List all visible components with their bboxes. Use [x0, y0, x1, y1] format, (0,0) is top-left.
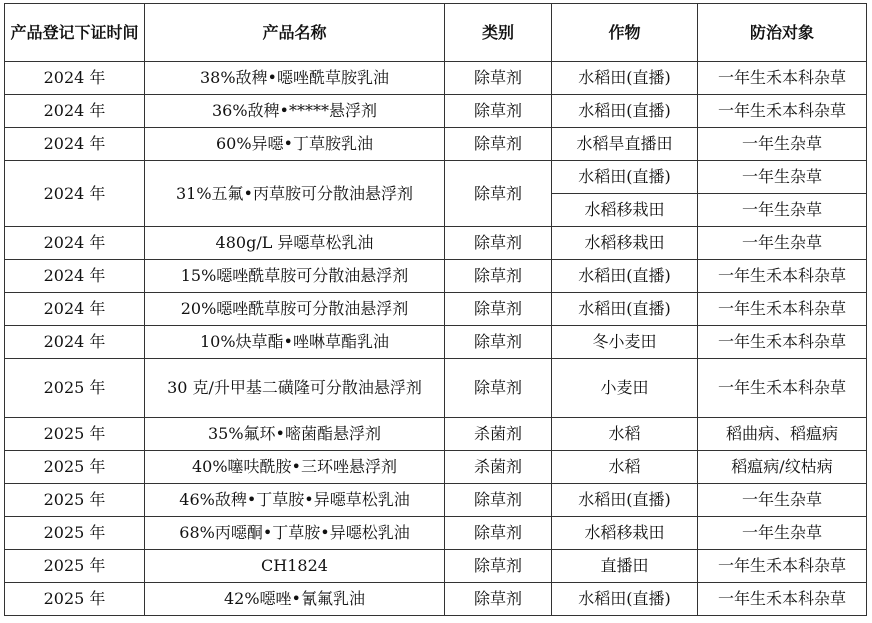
table-row — [5, 517, 867, 550]
cell-year: 2025 年 — [5, 359, 145, 418]
table-row — [5, 451, 867, 484]
cell-target: 一年生杂草 — [698, 128, 867, 161]
cell-crop: 水稻旱直播田 — [552, 128, 698, 161]
header-row — [5, 4, 867, 62]
table-row — [5, 550, 867, 583]
table-row — [5, 326, 867, 359]
cell-year: 2025 年 — [5, 517, 145, 550]
cell-category: 除草剂 — [445, 161, 552, 227]
cell-crop: 水稻 — [552, 451, 698, 484]
cell-target: 一年生杂草 — [698, 161, 867, 194]
table-row — [5, 95, 867, 128]
cell-crop: 冬小麦田 — [552, 326, 698, 359]
cell-crop: 水稻 — [552, 418, 698, 451]
cell-target: 一年生杂草 — [698, 484, 867, 517]
cell-crop: 水稻移栽田 — [552, 227, 698, 260]
cell-product-name: 38%敌稗•噁唑酰草胺乳油 — [145, 62, 445, 95]
table-row — [5, 161, 867, 194]
table-row — [5, 583, 867, 616]
cell-product-name: 35%氟环•嘧菌酯悬浮剂 — [145, 418, 445, 451]
table-row — [5, 260, 867, 293]
cell-target: 一年生禾本科杂草 — [698, 326, 867, 359]
cell-category: 除草剂 — [445, 227, 552, 260]
cell-year: 2025 年 — [5, 550, 145, 583]
cell-category: 杀菌剂 — [445, 451, 552, 484]
cell-target: 一年生禾本科杂草 — [698, 359, 867, 418]
cell-category: 除草剂 — [445, 260, 552, 293]
cell-product-name: 31%五氟•丙草胺可分散油悬浮剂 — [145, 161, 445, 227]
cell-product-name: 480g/L 异噁草松乳油 — [145, 227, 445, 260]
table-row — [5, 293, 867, 326]
cell-target: 稻曲病、稻瘟病 — [698, 418, 867, 451]
cell-crop: 水稻田(直播) — [552, 161, 698, 194]
cell-year: 2024 年 — [5, 62, 145, 95]
table-row — [5, 418, 867, 451]
cell-crop: 水稻移栽田 — [552, 517, 698, 550]
table-row — [5, 227, 867, 260]
cell-crop: 直播田 — [552, 550, 698, 583]
cell-year: 2025 年 — [5, 583, 145, 616]
cell-target: 一年生禾本科杂草 — [698, 583, 867, 616]
cell-product-name: 30 克/升甲基二磺隆可分散油悬浮剂 — [145, 359, 445, 418]
cell-product-name: 10%炔草酯•唑啉草酯乳油 — [145, 326, 445, 359]
cell-product-name: 46%敌稗•丁草胺•异噁草松乳油 — [145, 484, 445, 517]
cell-target: 一年生禾本科杂草 — [698, 550, 867, 583]
cell-category: 除草剂 — [445, 326, 552, 359]
cell-year: 2024 年 — [5, 260, 145, 293]
cell-category: 除草剂 — [445, 359, 552, 418]
cell-category: 除草剂 — [445, 517, 552, 550]
cell-year: 2024 年 — [5, 326, 145, 359]
col-header-target: 防治对象 — [698, 4, 867, 62]
cell-product-name: 40%噻呋酰胺•三环唑悬浮剂 — [145, 451, 445, 484]
cell-crop: 水稻田(直播) — [552, 62, 698, 95]
product-registration-table — [4, 3, 867, 616]
cell-year: 2024 年 — [5, 128, 145, 161]
cell-product-name: 68%丙噁酮•丁草胺•异噁松乳油 — [145, 517, 445, 550]
col-header-category: 类别 — [445, 4, 552, 62]
col-header-product-name: 产品名称 — [145, 4, 445, 62]
table-row — [5, 128, 867, 161]
cell-category: 除草剂 — [445, 293, 552, 326]
cell-crop: 水稻田(直播) — [552, 583, 698, 616]
cell-category: 除草剂 — [445, 128, 552, 161]
cell-crop: 水稻田(直播) — [552, 95, 698, 128]
cell-product-name: 36%敌稗•*****悬浮剂 — [145, 95, 445, 128]
cell-target: 一年生杂草 — [698, 517, 867, 550]
cell-target: 一年生禾本科杂草 — [698, 260, 867, 293]
cell-category: 除草剂 — [445, 95, 552, 128]
cell-product-name: 20%噁唑酰草胺可分散油悬浮剂 — [145, 293, 445, 326]
cell-product-name: 42%噁唑•氰氟乳油 — [145, 583, 445, 616]
cell-target: 一年生杂草 — [698, 194, 867, 227]
cell-target: 一年生禾本科杂草 — [698, 62, 867, 95]
cell-crop: 水稻田(直播) — [552, 260, 698, 293]
table-row — [5, 484, 867, 517]
cell-category: 杀菌剂 — [445, 418, 552, 451]
cell-crop: 水稻田(直播) — [552, 484, 698, 517]
col-header-registration-time: 产品登记下证时间 — [5, 4, 145, 62]
cell-product-name: 60%异噁•丁草胺乳油 — [145, 128, 445, 161]
cell-crop: 水稻田(直播) — [552, 293, 698, 326]
cell-target: 一年生禾本科杂草 — [698, 95, 867, 128]
table-row — [5, 62, 867, 95]
cell-crop: 水稻移栽田 — [552, 194, 698, 227]
cell-category: 除草剂 — [445, 583, 552, 616]
col-header-crop: 作物 — [552, 4, 698, 62]
cell-year: 2025 年 — [5, 451, 145, 484]
cell-product-name: 15%噁唑酰草胺可分散油悬浮剂 — [145, 260, 445, 293]
cell-year: 2025 年 — [5, 418, 145, 451]
cell-product-name: CH1824 — [145, 550, 445, 583]
cell-crop: 小麦田 — [552, 359, 698, 418]
cell-category: 除草剂 — [445, 62, 552, 95]
cell-target: 一年生杂草 — [698, 227, 867, 260]
cell-year: 2024 年 — [5, 227, 145, 260]
cell-year: 2024 年 — [5, 293, 145, 326]
cell-target: 稻瘟病/纹枯病 — [698, 451, 867, 484]
cell-year: 2025 年 — [5, 484, 145, 517]
cell-category: 除草剂 — [445, 550, 552, 583]
table-row — [5, 359, 867, 418]
cell-category: 除草剂 — [445, 484, 552, 517]
cell-year: 2024 年 — [5, 161, 145, 227]
cell-target: 一年生禾本科杂草 — [698, 293, 867, 326]
cell-year: 2024 年 — [5, 95, 145, 128]
